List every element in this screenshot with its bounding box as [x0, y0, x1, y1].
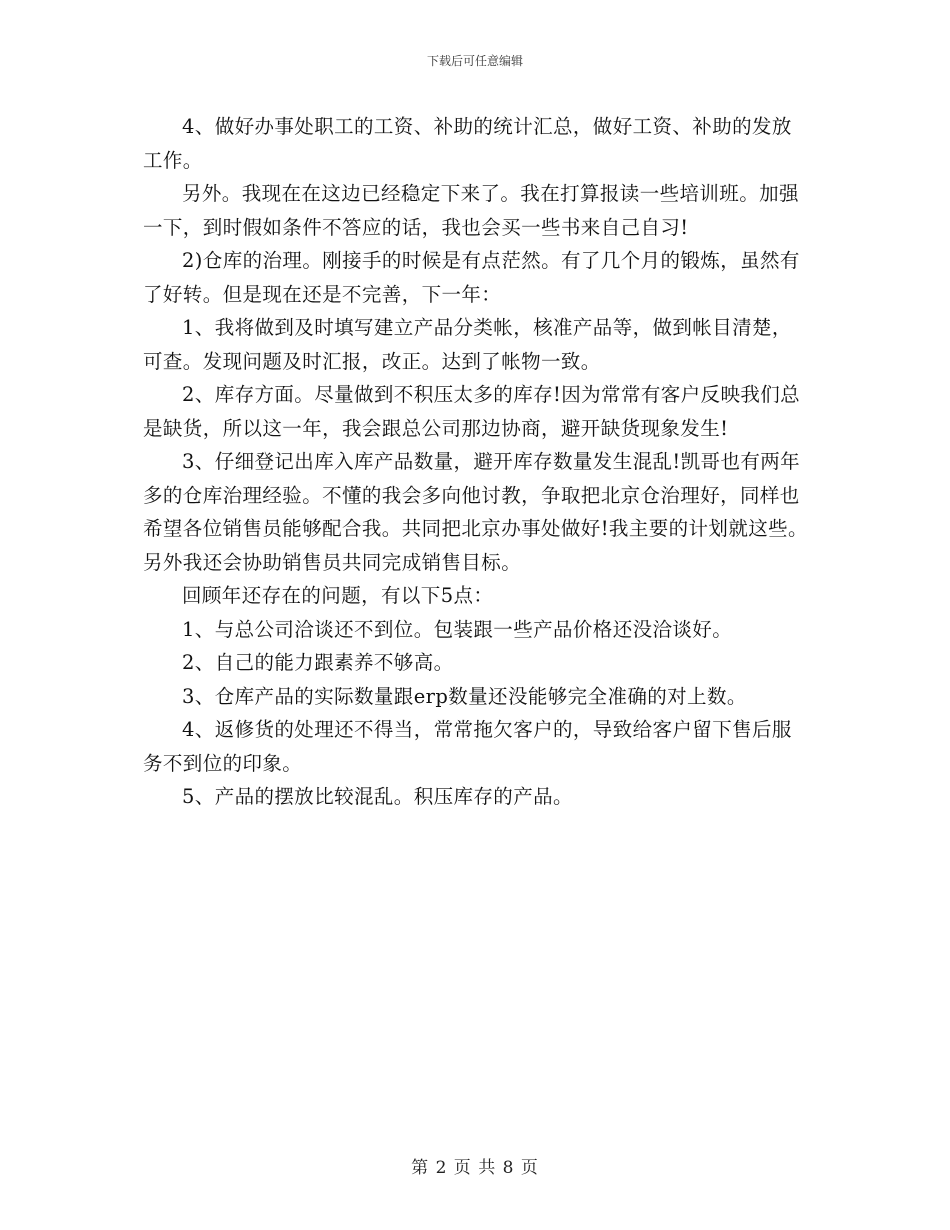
paragraph-problem-4: 4、返修货的处理还不得当，常常拖欠客户的，导致给客户留下售后服务不到位的印象。: [143, 718, 792, 775]
paragraph-plan-item-1: 1、我将做到及时填写建立产品分类帐，核准产品等，做到帐目清楚，可查。发现问题及时汇报，改正。达到了帐物一致。: [143, 316, 792, 373]
page-number-footer: 第 2 页 共 8 页: [411, 1158, 539, 1178]
paragraph-problem-3: 3、仓库产品的实际数量跟erp数量还没能够完全准确的对上数。: [182, 684, 747, 708]
paragraph-training-plan: 另外。我现在在这边已经稳定下来了。我在打算报读一些培训班。加强一下，到时假如条件不答应的话，我也会买一些书来自己自习!: [143, 182, 799, 239]
document-body: [143, 110, 811, 814]
page-header: 下载后可任意编辑: [426, 54, 523, 68]
paragraph-problem-1: 1、与总公司洽谈还不到位。包装跟一些产品价格还没洽谈好。: [182, 617, 733, 641]
paragraph-salary-item-4: 4、做好办事处职工的工资、补助的统计汇总，做好工资、补助的发放工作。: [143, 115, 792, 172]
paragraph-problem-2: 2、自己的能力跟素养不够高。: [182, 651, 454, 674]
paragraph-problems-intro: 回顾年还存在的问题，有以下5点：: [182, 584, 494, 607]
paragraph-warehouse-management: 2)仓库的治理。刚接手的时候是有点茫然。有了几个月的锻炼，虽然有了好转。但是现在还是不完善，下一年：: [143, 249, 800, 306]
paragraph-problem-5: 5、产品的摆放比较混乱。积压库存的产品。: [182, 785, 573, 808]
paragraph-plan-item-3: 3、仔细登记出库入库产品数量，避开库存数量发生混乱!凯哥也有两年多的仓库治理经验。不懂的我会多向他讨教，争取把北京仓治理好，同样也希望各位销售员能够配合我。共同把北京办事处做好!我主要的计划就这些。另外我还会协助销售员共同完成销售目标。: [143, 450, 808, 574]
paragraph-plan-item-2: 2、库存方面。尽量做到不积压太多的库存!因为常常有客户反映我们总是缺货，所以这一年，我会跟总公司那边协商，避开缺货现象发生!: [143, 383, 801, 440]
